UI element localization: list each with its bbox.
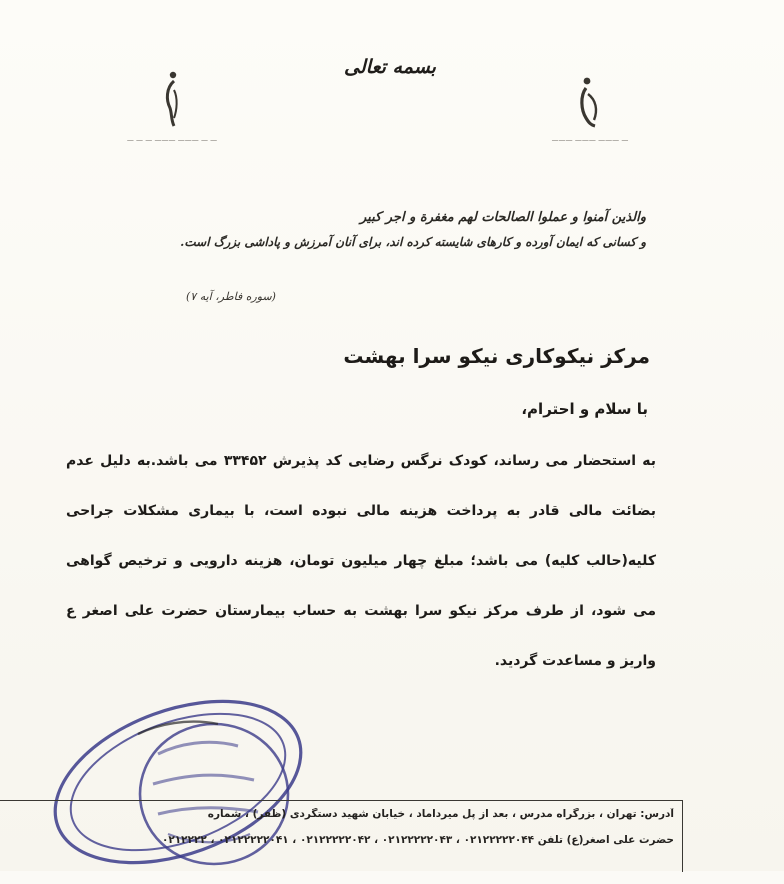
logo-caption: ——— ——— ——— — [551,136,629,144]
charity-emblem-icon [578,76,602,128]
charity-logo-left [102,70,242,144]
charity-emblem-icon [162,70,182,128]
letter-body: به استحضار می رساند، کودک نرگس رضایی کد پذیرش ۳۳۴۵۲ می باشد.به دلیل عدم بضائت مالی قادر به پرداخت هزینه مالی نبوده است، با بیماری مشکلات جراحی کلیه(حالب کلیه) می باشد؛ مبلغ چهار میلیون تومان، هزینه دارویی و ترخیص گواهی می شود، از طرف مرکز نیکو سرا بهشت به حساب بیمارستان حضرت علی اصغر ع واریز و مساعدت گردید. [66,453,656,669]
footer-phone: حضرت علی اصغر(ع) تلفن ۰۲۱۲۲۲۲۲۰۴۴ ، ۰۲۱۲۲۲۲۲۰۴۳ ، ۰۲۱۲۲۲۲۲۰۴۲ ، ۰۲۱۲۲۲۲۲۰۴۱ ، ۰۲۱۲۲۲۲ [161,834,674,846]
verse-persian: و کسانی که ایمان آورده و کارهای شایسته کرده اند، برای آنان آمرزش و پاداشی بزرگ است. [180,235,646,249]
verse-arabic: والذین آمنوا و عملوا الصالحات لهم مغفرة و اجر کبیر [360,210,646,225]
verse-reference: (سوره فاطر، آیه ۷) [186,290,276,303]
footer-box [0,800,683,872]
footer-address: آدرس: تهران ، بزرگراه مدرس ، بعد از پل میرداماد ، خیابان شهید دستگردی (ظفر) ، شماره [207,808,674,820]
logo-caption: — — — ——— ——— — — [126,136,218,144]
organization-title: مرکز نیکوکاری نیکو سرا بهشت [343,344,650,368]
bismillah-heading: بسمه تعالی [344,56,436,78]
charity-logo-right [520,76,660,144]
greeting-line: با سلام و احترام، [521,400,648,418]
quran-verse [176,206,646,254]
